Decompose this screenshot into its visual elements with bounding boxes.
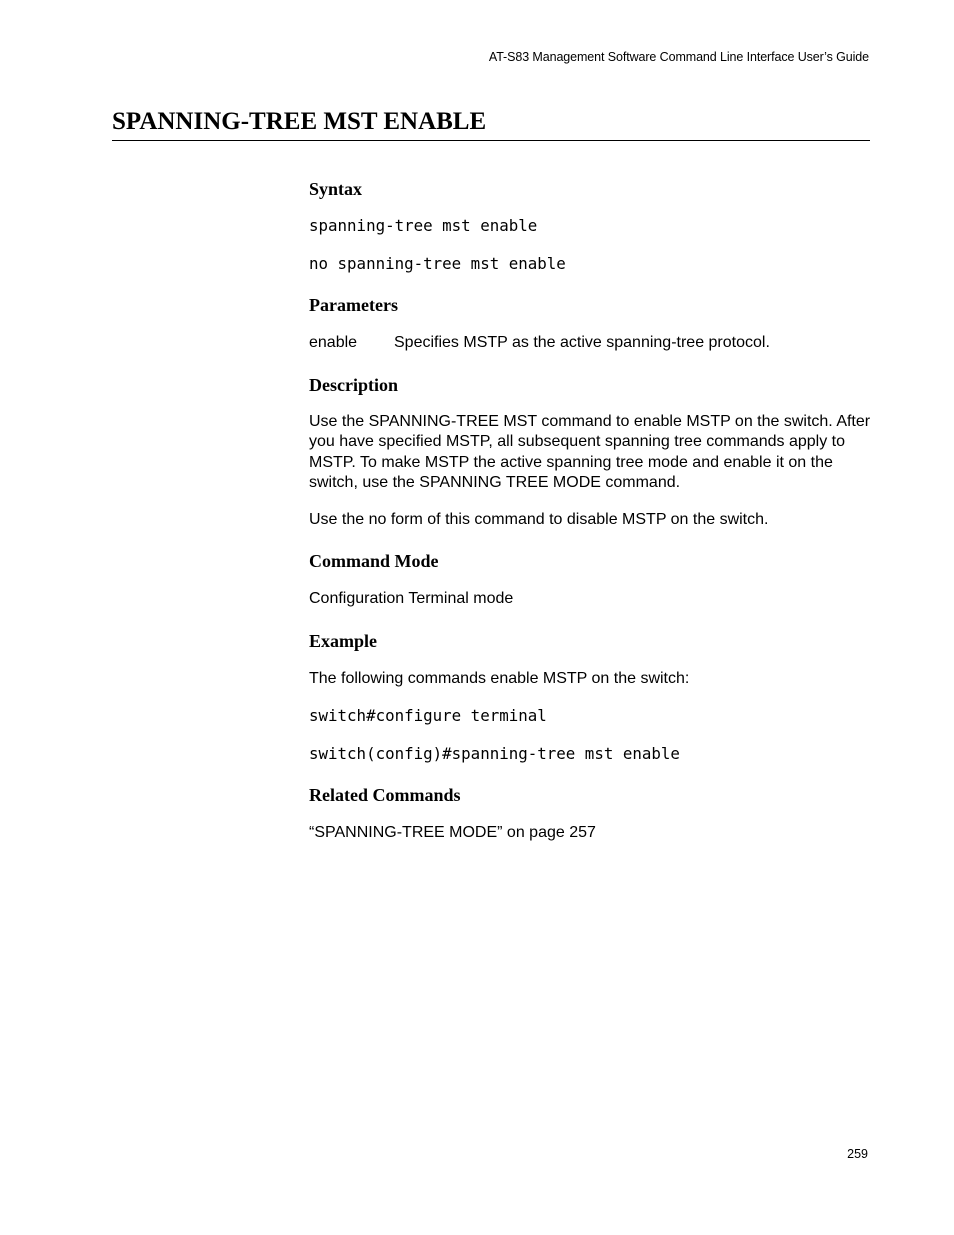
example-heading: Example: [309, 630, 378, 651]
title-rule: [112, 140, 870, 141]
page-number: 259: [847, 1147, 868, 1161]
running-header: AT-S83 Management Software Command Line Interface User’s Guide: [488, 50, 869, 64]
command-content: [309, 178, 874, 844]
page-title: SPANNING-TREE MST ENABLE: [112, 108, 487, 135]
description-heading: Description: [309, 374, 398, 395]
parameter-name: enable: [309, 334, 358, 351]
parameter-row: [309, 333, 874, 354]
description-paragraph: Use the SPANNING-TREE MST command to enable MSTP on the switch. After you have specified MSTP, all subsequent spanning tree commands apply to MSTP. To make MSTP the active spanning tree mode and enable it on the switch, use the SPANNING TREE MODE command.: [309, 412, 871, 491]
command-mode-heading: Command Mode: [309, 551, 439, 571]
example-line: switch#configure terminal: [309, 706, 547, 725]
example-intro: The following commands enable MSTP on the switch:: [309, 669, 690, 687]
example-line: switch(config)#spanning-tree mst enable: [309, 744, 680, 763]
description-paragraph: Use the no form of this command to disable MSTP on the switch.: [309, 510, 769, 528]
related-command-link[interactable]: “SPANNING-TREE MODE” on page 257: [309, 824, 596, 841]
syntax-line: spanning-tree mst enable: [309, 216, 538, 235]
parameters-heading: Parameters: [309, 295, 398, 315]
command-mode-text: Configuration Terminal mode: [309, 590, 514, 607]
related-commands-heading: Related Commands: [309, 785, 461, 805]
syntax-line: no spanning-tree mst enable: [309, 254, 566, 273]
syntax-heading: Syntax: [309, 179, 363, 199]
parameter-description: Specifies MSTP as the active spanning-tree protocol.: [394, 334, 770, 351]
